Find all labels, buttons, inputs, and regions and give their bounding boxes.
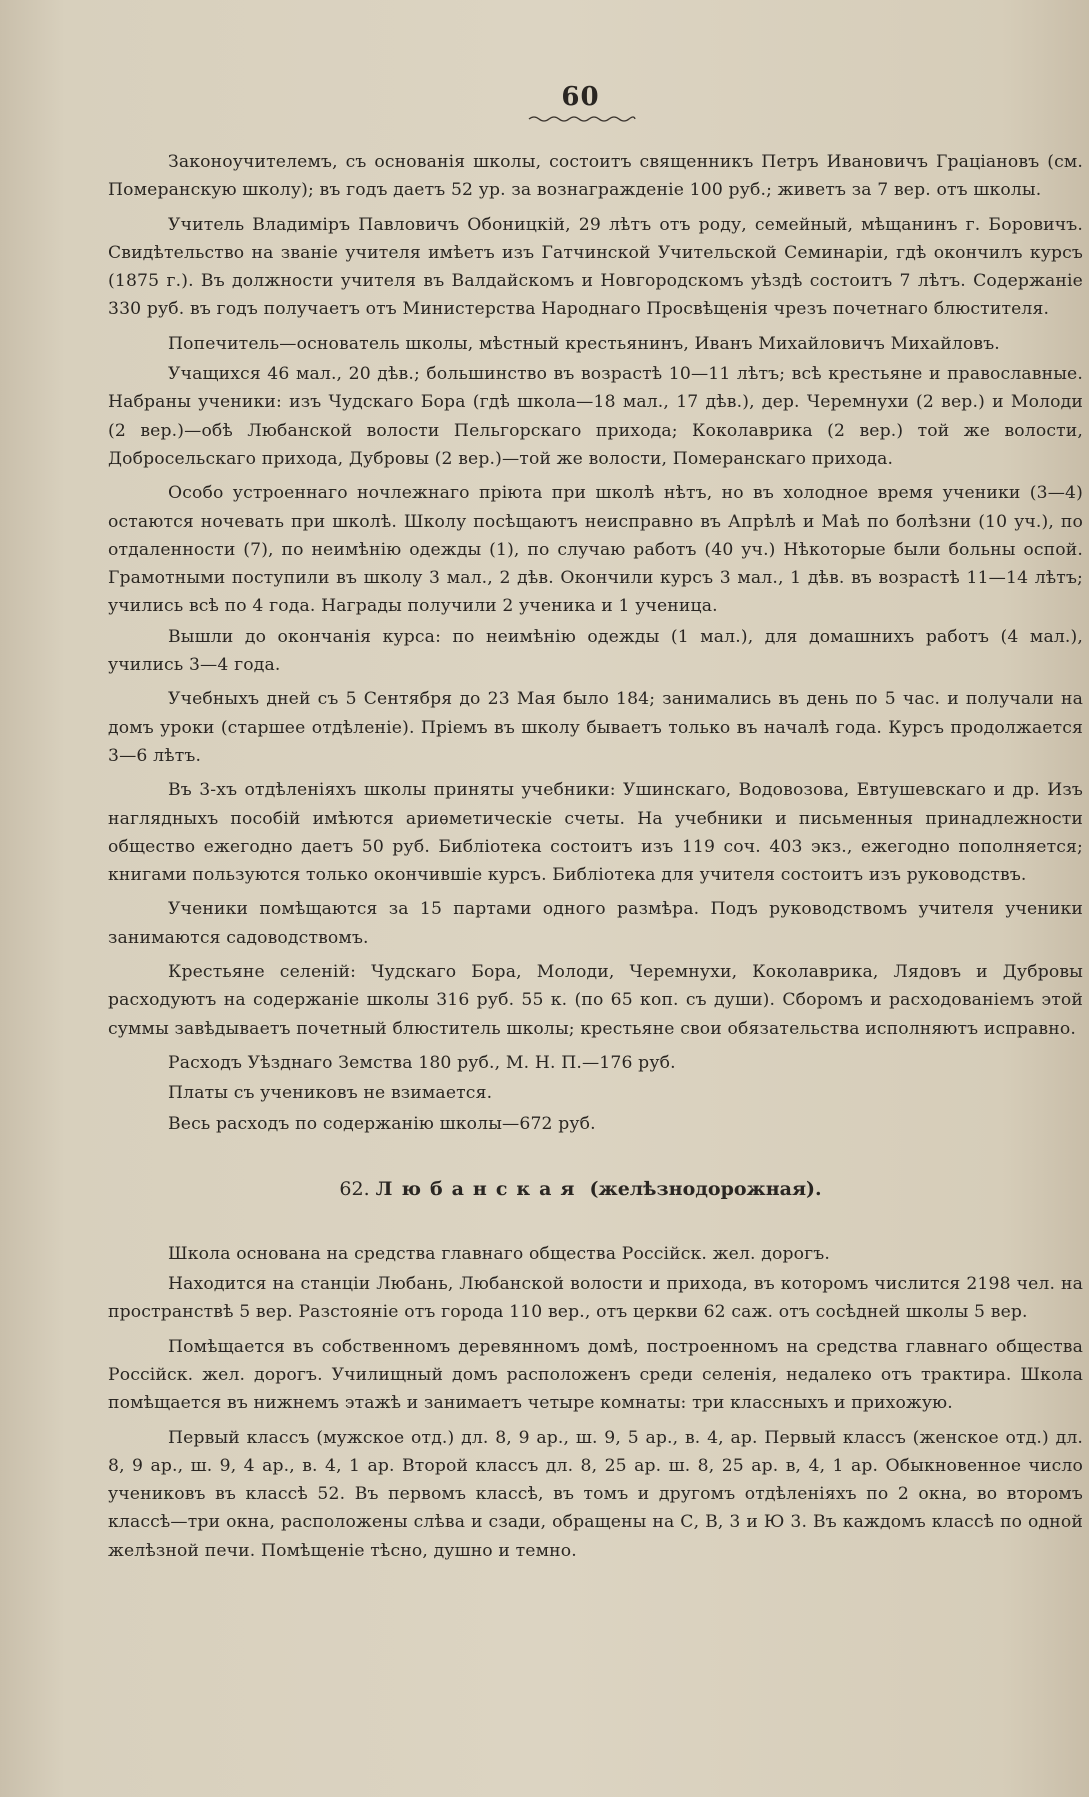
paragraph-building: Помѣщается въ собственномъ деревянномъ домѣ, построенномъ на средства главнаго общества Россійск. жел. дорогъ. Училищный домъ расположенъ среди селенія, недалеко отъ трактира. Школа помѣщается въ нижнемъ этажѣ и занимаетъ четыре комнаты: три классныхъ и прихожую. (108, 1336, 1083, 1414)
paragraph-dropouts: Вышли до окончанія курса: по неимѣнію одежды (1 мал.), для домашнихъ работъ (4 мал.), учились 3—4 года. (108, 626, 1083, 676)
paragraph-location: Находится на станціи Любань, Любанской волости и прихода, въ которомъ числится 2198 чел. на пространствѣ 5 вер. Разстояніе отъ города 110 вер., отъ церкви 62 саж. отъ сосѣдней школы 5 вер. (108, 1274, 1083, 1323)
paragraph-attendance: Особо устроеннаго ночлежнаго пріюта при школѣ нѣтъ, но въ холодное время ученики (3—4) остаются ночевать при школѣ. Школу посѣщаютъ неисправно въ Апрѣлѣ и Маѣ по болѣзни (10 уч.), по отдаленности (7), по неимѣнію одежды (1), по случаю работъ (40 уч.) Нѣкоторые были больны оспой. Грамотными поступили въ школу 3 мал., 2 дѣв. Окончили курсъ 3 мал., 1 дѣв. въ возрастѣ 11—14 лѣтъ; учились всѣ по 4 года. Награды получили 2 ученика и 1 ученица. (108, 483, 1083, 617)
paragraph-desks: Ученики помѣщаются за 15 партами одного размѣра. Подъ руководствомъ учителя ученики занимаются садоводствомъ. (108, 899, 1083, 948)
body-text-top (108, 148, 1083, 1138)
paragraph-zemstvo-expense: Расходъ Уѣзднаго Земства 180 руб., М. Н. П.—176 руб. (168, 1052, 676, 1073)
section-number: 62. (339, 1177, 370, 1200)
paragraph-fees: Платы съ учениковъ не взимается. (168, 1083, 493, 1104)
body-text-bottom (108, 1240, 1083, 1565)
paragraph-classrooms: Первый классъ (мужское отд.) дл. 8, 9 ар., ш. 9, 5 ар., в. 4, ар. Первый классъ (женское отд.) дл. 8, 9 ар., ш. 9, 4 ар., в. 4, 1 ар. Второй классъ дл. 8, 25 ар. ш. 8, 25 ар. в, 4, 1 ар. Обыкновенное число учениковъ въ классѣ 52. Въ первомъ классѣ, въ томъ и другомъ отдѣленіяхъ по 2 окна, во второмъ классѣ—три окна, расположены слѣва и сзади, обращены на С, В, 3 и Ю 3. Въ каждомъ классѣ по одной желѣзной печи. Помѣщеніе тѣсно, душно и темно. (108, 1427, 1083, 1561)
paragraph-textbooks: Въ 3-хъ отдѣленіяхъ школы приняты учебники: Ушинскаго, Водовозова, Евтушевскаго и др. Изъ наглядныхъ пособій имѣются ариѳметическіе счеты. На учебники и письменныя принадлежности общество ежегодно даетъ 50 руб. Библіотека состоитъ изъ 119 соч. 403 экз., ежегодно пополняется; книгами пользуются только окончившіе курсъ. Библіотека для учителя состоитъ изъ руководствъ. (108, 780, 1083, 886)
paragraph-founded: Школа основана на средства главнаго общества Россійск. жел. дорогъ. (168, 1243, 830, 1264)
section-subtitle: (желѣзнодорожная). (589, 1177, 822, 1200)
paragraph-school-days: Учебныхъ дней съ 5 Сентября до 23 Мая было 184; занимались въ день по 5 час. и получали на домъ уроки (старшее отдѣленіе). Пріемъ въ школу бываетъ только въ началѣ года. Курсъ продолжается 3—6 лѣтъ. (108, 689, 1083, 766)
paragraph-law-teacher: Законоучителемъ, съ основанія школы, состоитъ священникъ Петръ Ивановичъ Граціановъ (см. Померанскую школу); въ годъ даетъ 52 ур. за вознагражденіе 100 руб.; живетъ за 7 вер. отъ школы. (108, 152, 1083, 201)
paragraph-students: Учащихся 46 мал., 20 дѣв.; большинство въ возрастѣ 10—11 лѣтъ; всѣ крестьяне и православные. Набраны ученики: изъ Чудскаго Бора (гдѣ школа—18 мал., 17 дѣв.), дер. Черемнухи (2 вер.) и Молоди (2 вер.)—обѣ Любанской волости Пельгорскаго прихода; Коколаврика (2 вер.) той же волости, Добросельскаго прихода, Дубровы (2 вер.)—той же волости, Померанскаго прихода. (108, 364, 1083, 469)
section-heading (108, 1178, 1083, 1200)
paragraph-trustee: Попечитель—основатель школы, мѣстный крестьянинъ, Иванъ Михайловичъ Михайловъ. (168, 333, 1000, 354)
paragraph-teacher: Учитель Владиміръ Павловичъ Обоницкій, 29 лѣтъ отъ роду, семейный, мѣщанинъ г. Боровичъ. Свидѣтельство на званіе учителя имѣетъ изъ Гатчинской Учительской Семинаріи, гдѣ окончилъ курсъ (1875 г.). Въ должности учителя въ Валдайскомъ и Новгородскомъ уѣздѣ состоитъ 7 лѣтъ. Содержаніе 330 руб. въ годъ получаетъ отъ Министерства Народнаго Просвѣщенія чрезъ почетнаго блюстителя. (108, 214, 1083, 320)
section-title: Любанская (375, 1177, 584, 1200)
page-number: 60 (561, 82, 600, 112)
paragraph-total-expense: Весь расходъ по содержанію школы—672 руб. (168, 1113, 596, 1134)
paragraph-peasants-funding: Крестьяне селеній: Чудскаго Бора, Молоди, Черемнухи, Коколаврика, Лядовъ и Дубровы расходуютъ на содержаніе школы 316 руб. 55 к. (по 65 коп. съ души). Сборомъ и расходованіемъ этой суммы завѣдываетъ почетный блюститель школы; крестьяне свои обязательства исполняютъ исправно. (108, 962, 1083, 1039)
wavy-ornament (527, 114, 637, 124)
